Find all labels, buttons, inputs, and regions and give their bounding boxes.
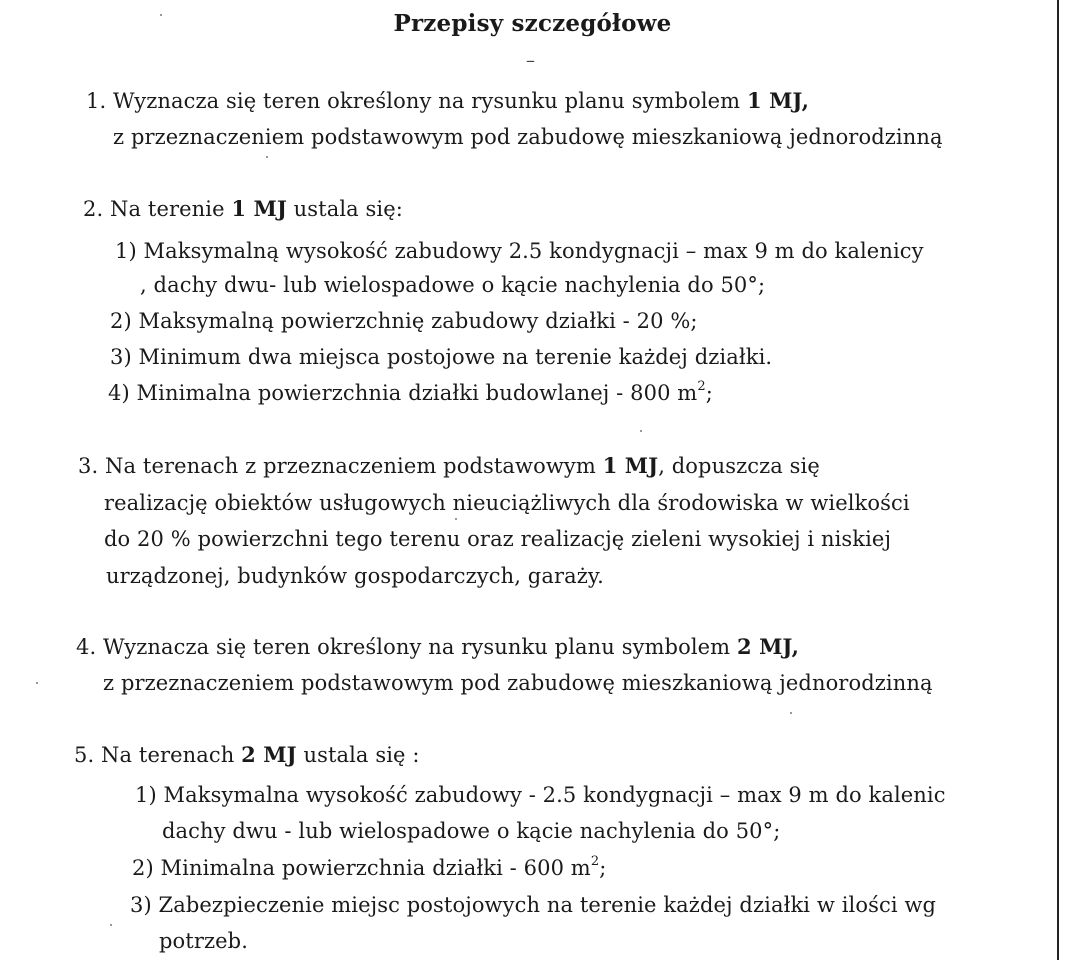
item-number: 2. [83,197,104,221]
point-number: 1) [135,783,157,807]
item-4-line-2: z przeznaczeniem podstawowym pod zabudowę mieszkaniową jednorodzinną [103,671,933,695]
scan-speck [110,924,112,926]
point-text: Minimalna powierzchnia działki - 600 m [160,856,591,880]
point-text-end: ; [705,381,713,405]
item-2-point-1 [115,238,924,264]
title-dash: – [526,50,535,71]
item-text: Na terenach z przeznaczeniem podstawowym [105,454,603,478]
zone-symbol: 2 MJ, [736,634,800,659]
scan-speck [455,518,457,520]
item-number: 3. [78,454,99,478]
item-5-point-3 [130,892,936,918]
item-5-point-2 [132,855,606,881]
item-5-intro [74,742,420,768]
zone-symbol: 1 MJ, [746,88,810,113]
superscript: 2 [697,379,706,394]
scan-speck [160,14,162,16]
item-number: 5. [74,743,95,767]
item-text: Na terenach [101,743,242,767]
scan-speck [640,430,642,432]
item-text: ustala się: [286,197,403,221]
point-text: Minimalna powierzchnia działki budowlanej - 800 m [136,381,698,405]
item-number: 4. [76,635,97,659]
item-3-line-4: urządzonej, budynków gospodarczych, garaży. [106,564,604,588]
item-1-line-2: z przeznaczeniem podstawowym pod zabudowę mieszkaniową jednorodzinną [113,125,943,149]
item-1-line-1 [86,88,809,114]
item-text: , dopuszcza się [658,454,820,478]
item-text: Na terenie [110,197,232,221]
scan-speck [790,712,792,714]
item-5-point-1 [135,782,946,808]
point-number: 3) [110,345,132,369]
item-text: ustala się : [296,743,420,767]
item-4-line-1 [76,634,799,660]
item-number: 1. [86,89,107,113]
item-2-point-3 [110,344,772,370]
point-text: Minimum dwa miejsca postojowe na terenie każdej działki. [138,345,773,369]
scan-speck [36,682,38,684]
item-text: Wyznacza się teren określony na rysunku planu symbolem [103,635,737,659]
point-number: 2) [132,856,154,880]
point-number: 2) [110,309,132,333]
item-3-line-1 [78,453,820,479]
page-title: Przepisy szczegółowe [393,10,672,37]
item-2-point-1-cont: , dachy dwu- lub wielospadowe o kącie nachylenia do 50°; [140,273,766,297]
item-2-point-4 [108,380,713,406]
page-edge-line [1057,0,1059,960]
item-5-point-3-cont: potrzeb. [159,929,248,953]
point-text-end: ; [599,856,607,880]
item-text: Wyznacza się teren określony na rysunku planu symbolem [113,89,747,113]
item-2-intro [83,196,403,222]
zone-symbol: 1 MJ [231,196,287,221]
scan-speck [266,156,268,158]
item-5-point-1-cont: dachy dwu - lub wielospadowe o kącie nachylenia do 50°; [162,819,781,843]
zone-symbol: 2 MJ [241,742,297,767]
item-3-line-2: realizację obiektów usługowych nieuciążliwych dla środowiska w wielkości [104,491,910,515]
point-text: Zabezpieczenie miejsc postojowych na terenie każdej działki w ilości wg [158,893,937,917]
zone-symbol: 1 MJ [602,453,659,478]
point-text: Maksymalną wysokość zabudowy 2.5 kondygnacji – max 9 m do kalenicy [143,239,924,263]
item-3-line-3: do 20 % powierzchni tego terenu oraz realizację zieleni wysokiej i niskiej [104,527,892,551]
point-text: Maksymalna wysokość zabudowy - 2.5 kondygnacji – max 9 m do kalenic [163,783,946,807]
item-2-point-2 [110,308,698,334]
superscript: 2 [590,854,600,869]
point-number: 3) [130,893,152,917]
point-number: 1) [115,239,137,263]
point-text: Maksymalną powierzchnię zabudowy działki - 20 %; [138,309,698,333]
point-number: 4) [108,381,130,405]
